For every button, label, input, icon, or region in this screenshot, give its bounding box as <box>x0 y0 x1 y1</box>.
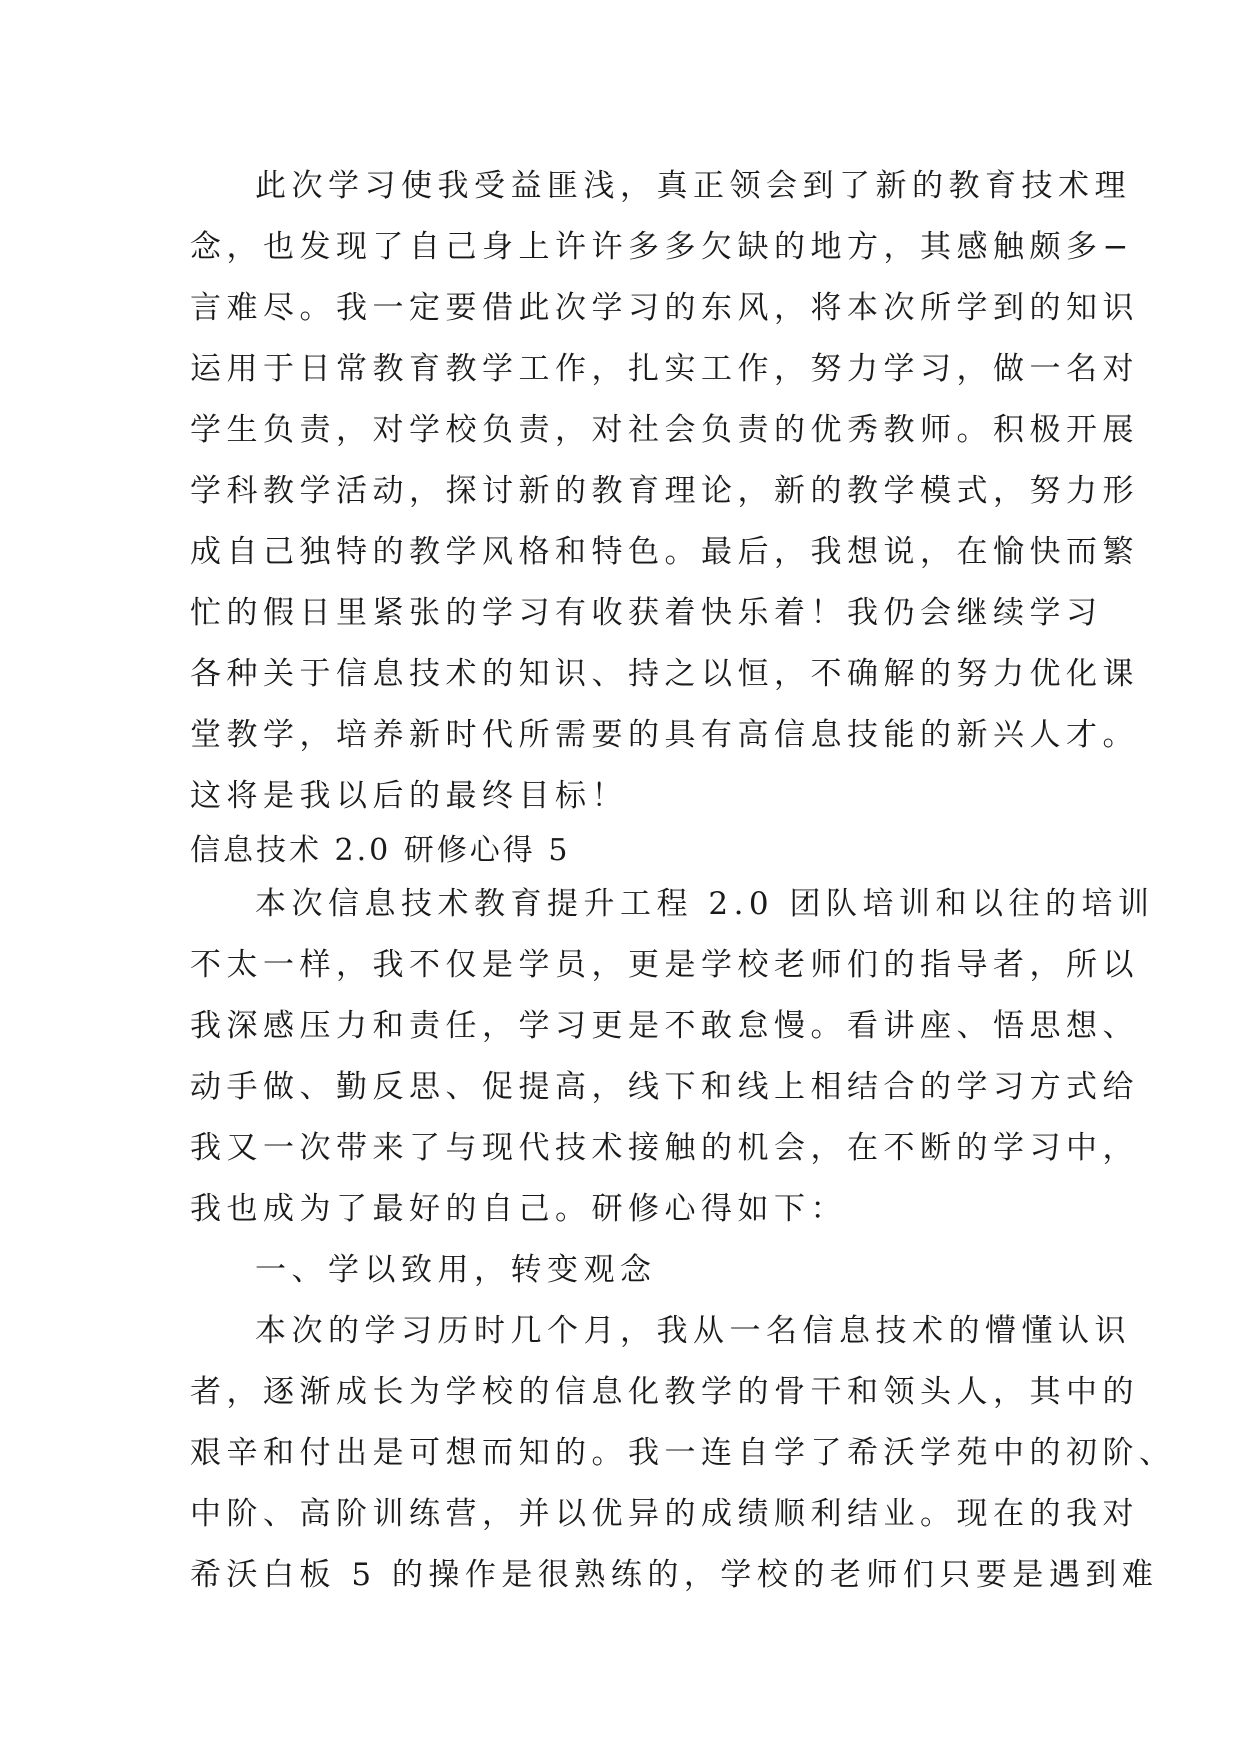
paragraph-3-line: 本次的学习历时几个月，我从一名信息技术的懵懂认识 <box>255 1313 1131 1349</box>
paragraph-1-line: 运用于日常教育教学工作，扎实工作，努力学习，做一名对 <box>190 351 1139 387</box>
paragraph-1-line: 堂教学，培养新时代所需要的具有高信息技能的新兴人才。 <box>190 717 1139 753</box>
paragraph-2-line: 动手做、勤反思、促提高，线下和线上相结合的学习方式给 <box>190 1069 1139 1105</box>
paragraph-1-line: 学科教学活动，探讨新的教育理论，新的教学模式，努力形 <box>190 473 1139 509</box>
paragraph-1-line: 这将是我以后的最终目标！ <box>190 778 628 814</box>
paragraph-2-line: 我也成为了最好的自己。研修心得如下： <box>190 1191 847 1227</box>
paragraph-3-line: 艰辛和付出是可想而知的。我一连自学了希沃学苑中的初阶、 <box>190 1435 1176 1471</box>
subheading: 一、学以致用，转变观念 <box>255 1252 657 1288</box>
paragraph-3-line: 者，逐渐成长为学校的信息化教学的骨干和领头人，其中的 <box>190 1374 1139 1410</box>
paragraph-3-line: 中阶、高阶训练营，并以优异的成绩顺利结业。现在的我对 <box>190 1496 1139 1532</box>
paragraph-1-line: 言难尽。我一定要借此次学习的东风，将本次所学到的知识 <box>190 290 1139 326</box>
paragraph-1-line: 忙的假日里紧张的学习有收获着快乐着！我仍会继续学习 <box>190 595 1103 631</box>
section-heading: 信息技术 2.0 研修心得 5 <box>190 833 571 868</box>
document-body <box>190 156 1176 1606</box>
paragraph-1-line: 学生负责，对学校负责，对社会负责的优秀教师。积极开展 <box>190 412 1139 448</box>
paragraph-1-line: 各种关于信息技术的知识、持之以恒，不确解的努力优化课 <box>190 656 1139 692</box>
paragraph-3-line: 希沃白板 5 的操作是很熟练的，学校的老师们只要是遇到难 <box>190 1557 1159 1593</box>
paragraph-2-line: 我深感压力和责任，学习更是不敢怠慢。看讲座、悟思想、 <box>190 1008 1139 1044</box>
paragraph-1-line: 念，也发现了自己身上许许多多欠缺的地方，其感触颇多− <box>190 229 1134 265</box>
paragraph-2-line: 不太一样，我不仅是学员，更是学校老师们的指导者，所以 <box>190 947 1139 983</box>
paragraph-2-line: 我又一次带来了与现代技术接触的机会，在不断的学习中， <box>190 1130 1139 1166</box>
paragraph-1-line: 成自己独特的教学风格和特色。最后，我想说，在愉快而繁 <box>190 534 1139 570</box>
paragraph-2-line: 本次信息技术教育提升工程 2.0 团队培训和以往的培训 <box>255 886 1155 922</box>
paragraph-1-line: 此次学习使我受益匪浅，真正领会到了新的教育技术理 <box>255 168 1131 204</box>
